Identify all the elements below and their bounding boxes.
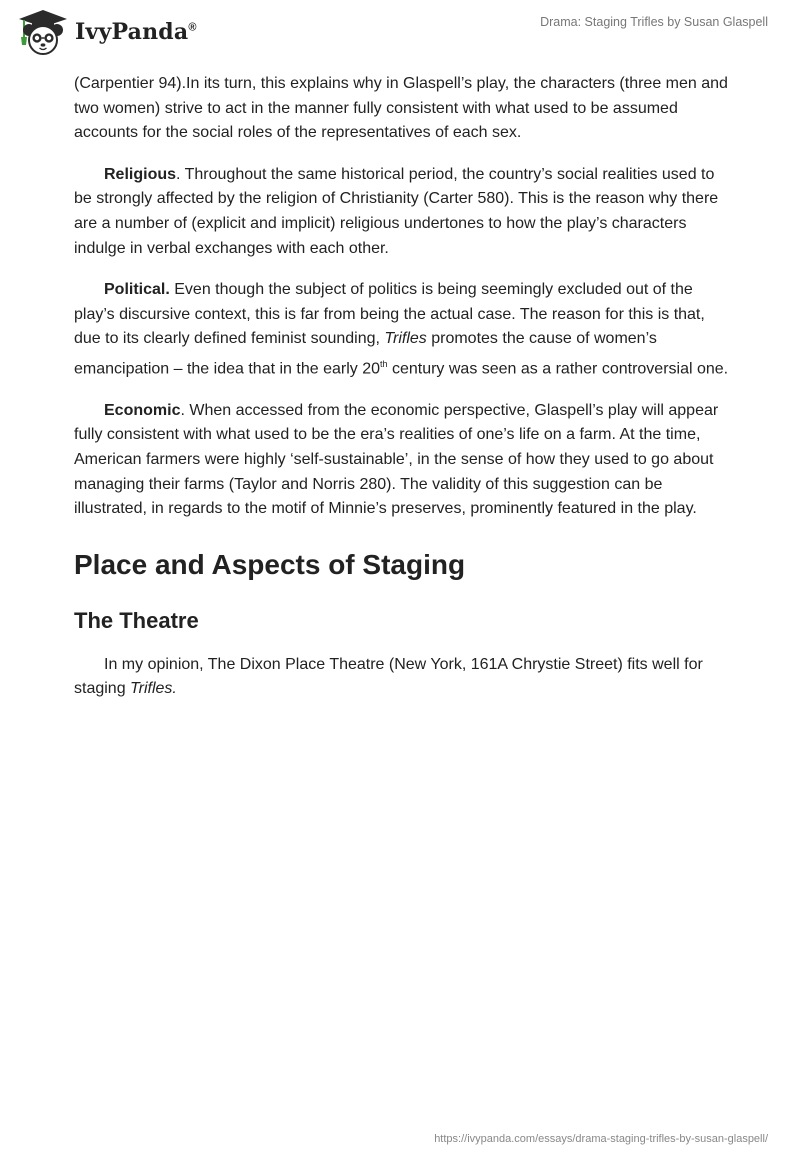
subsection-heading: The Theatre xyxy=(74,607,199,633)
political-term: Political. xyxy=(104,281,170,299)
intro-paragraph: (Carpentier 94).In its turn, this explains why in Glaspell’s play, the characters (three men and two women) strive to act in the manner fully consistent with what used to be assumed accounts for the social roles of the representatives of each sex. xyxy=(74,75,728,142)
political-text-continued: promotes the cause of women’s emancipation – the idea that in the early 20 xyxy=(74,330,657,378)
brand-name: IvyPanda® xyxy=(75,19,197,45)
economic-paragraph xyxy=(74,399,734,522)
source-url[interactable]: https://ivypanda.com/essays/drama-staging-trifles-by-susan-glaspell/ xyxy=(434,1133,768,1145)
section-heading: Place and Aspects of Staging xyxy=(74,548,466,580)
essay-body xyxy=(74,72,734,719)
page-header xyxy=(0,0,800,70)
political-paragraph xyxy=(74,278,734,382)
theatre-text: In my opinion, The Dixon Place Theatre (New York, 161A Chrystie Street) fits well for staging xyxy=(74,655,703,698)
religious-paragraph xyxy=(74,163,734,261)
play-title: Trifles xyxy=(384,330,427,348)
theatre-paragraph xyxy=(74,653,734,702)
economic-text: . When accessed from the economic perspective, Glaspell’s play will appear fully consistent with what used to be the era’s realities of one’s life on a farm. At the time, American farmers were highly ‘self-sustainable’, in the sense of how they used to go about managing their farms (Taylor and Norris 280). The validity of this suggestion can be illustrated, in regards to the motif of Minnie’s preserves, prominently featured in the play. xyxy=(74,401,719,518)
play-title: Trifles. xyxy=(130,680,177,698)
religious-term: Religious xyxy=(104,165,177,183)
political-text: Even though the subject of politics is being seemingly excluded out of the play’s discursive context, this is far from being the actual case. The reason for this is that, due to its clearly defined feminist sounding, xyxy=(74,281,705,348)
ordinal-suffix: th xyxy=(379,358,388,369)
registered-mark: ® xyxy=(188,21,197,34)
ivypanda-logo[interactable] xyxy=(15,7,197,57)
religious-text: . Throughout the same historical period, the country’s social realities used to be strongly affected by the religion of Christianity (Carter 580). This is the reason why there are a number of (explicit and implicit) religious undertones to how the play’s characters indulge in verbal exchanges with each other. xyxy=(74,165,719,257)
panda-graduation-cap-icon xyxy=(15,7,71,57)
political-text-end: century was seen as a rather controversial one. xyxy=(387,360,729,378)
running-title: Drama: Staging Trifles by Susan Glaspell xyxy=(540,15,768,29)
economic-term: Economic xyxy=(104,401,181,419)
